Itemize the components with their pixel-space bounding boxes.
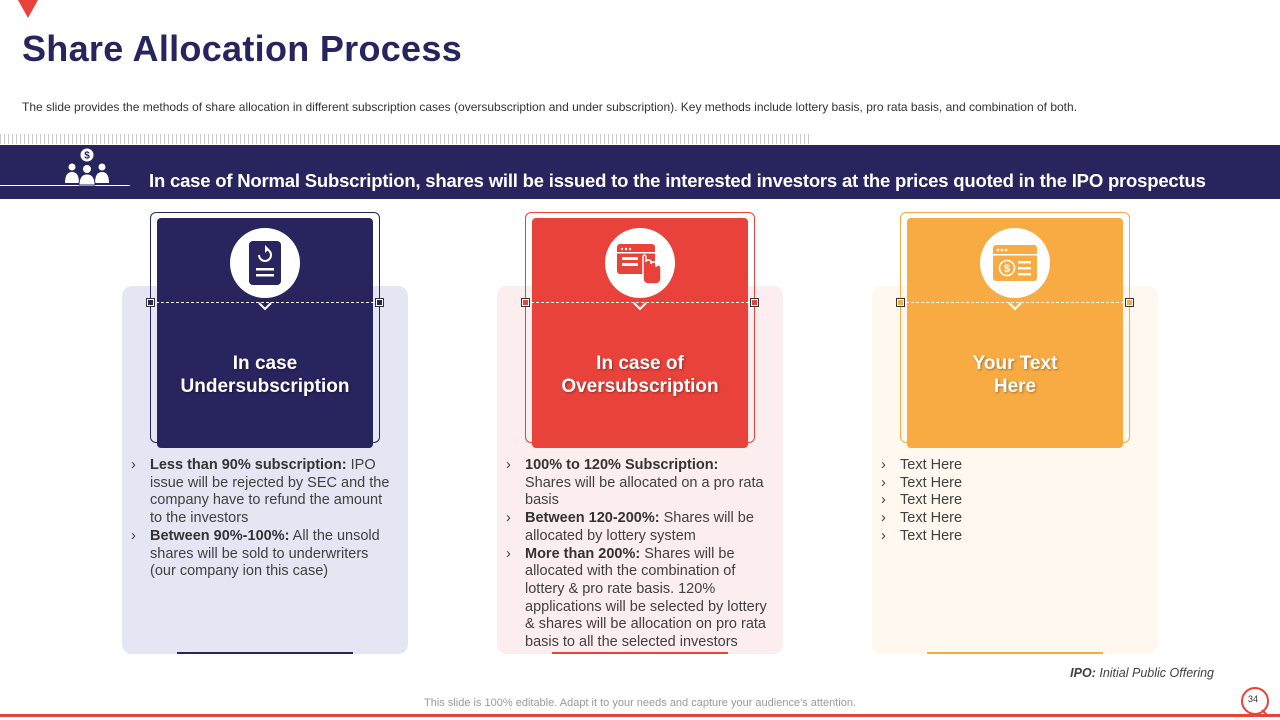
bullet-bold: Between 90%-100%: [150,527,290,544]
card-bottom-bar [927,652,1103,654]
column-title-line1: In case of [596,353,684,374]
icon-circle [980,228,1050,298]
icon-circle [605,228,675,298]
bullet-arrow-icon: › [881,457,886,473]
banner-text: In case of Normal Subscription, shares will be issued to the interested investors at the prices quoted in the IPO prospectus [149,170,1206,191]
handle-square [1125,298,1134,307]
list-item [881,457,1143,475]
list-item [881,528,1143,546]
bullet-text: All the unsold shares will be sold to underwriters (our company ion this case) [150,527,380,580]
handle-square [521,298,530,307]
handle-square [375,298,384,307]
bullet-arrow-icon: › [881,510,886,527]
bullet-arrow-icon: › [506,510,511,527]
bullet-text: Shares will be allocated on a pro rata basis [525,474,764,509]
bullet-arrow-icon: › [506,545,511,562]
bullet-list-oversubscription [506,457,768,652]
bullet-list-your-text [881,457,1143,546]
bullet-arrow-icon: › [881,492,886,509]
column-title [532,352,748,398]
list-item [506,546,768,652]
bullet-list-undersubscription [131,457,393,581]
column-title-line1: In case [232,353,298,374]
corner-triangle-decoration [18,0,38,18]
header-undersubscription [157,218,373,448]
page-number: 34 [1247,694,1258,704]
bullet-bold: More than 200%: [525,545,641,562]
bullet-text: Text Here [900,527,963,544]
normal-subscription-banner [0,145,1280,199]
bullet-arrow-icon: › [881,474,886,491]
list-item [881,475,1143,493]
bullet-bold: Less than 90% subscription: [150,457,347,473]
footnote-text: Initial Public Offering [1099,666,1214,680]
bullet-arrow-icon: › [131,457,136,473]
bullet-bold: Between 120-200%: [525,510,660,527]
list-item [881,510,1143,528]
list-item [506,510,768,545]
ipo-footnote [1070,666,1214,680]
column-title [907,352,1123,398]
bullet-arrow-icon: › [131,527,136,544]
bullet-text: Text Here [900,510,963,527]
card-bottom-bar [177,652,353,654]
bullet-bold: 100% to 120% Subscription: [525,457,719,473]
icon-circle [230,228,300,298]
bullet-text: IPO issue will be rejected by SEC and the company have to refund the amount to the investors [150,457,390,527]
bullet-arrow-icon: › [881,527,886,544]
browser-dollar-icon [990,242,1040,284]
bullet-arrow-icon: › [506,457,511,473]
page-title: Share Allocation Process [22,28,463,69]
svg-text:$: $ [1003,263,1011,275]
dashed-divider [151,302,379,303]
header-oversubscription [532,218,748,448]
column-title [157,352,373,398]
header-your-text [907,218,1123,448]
slide-description: The slide provides the methods of share allocation in different subscription cases (oversubscription and under subscription). Key methods include lottery basis, pro rata basis, and combination of both. [22,100,1078,114]
browser-click-icon [615,240,665,286]
list-item [506,457,768,510]
column-title-line2: Here [993,376,1037,397]
column-title-line1: Your Text [972,353,1058,374]
dashed-divider [526,302,754,303]
card-bottom-bar [552,652,728,654]
handle-square [896,298,905,307]
list-item [131,457,393,528]
svg-text:$: $ [84,150,90,162]
hatch-divider [0,134,812,144]
bottom-accent-line [0,714,1280,717]
footer-note: This slide is 100% editable. Adapt it to your needs and capture your audience's attention. [424,697,856,709]
list-item [881,492,1143,510]
handle-square [146,298,155,307]
bullet-text: Text Here [900,474,963,491]
bullet-text: Text Here [900,492,963,509]
document-refresh-icon [246,239,284,287]
column-title-line2: Undersubscription [180,376,350,397]
bullet-text: Shares will be allocated by lottery system [525,510,754,544]
footnote-abbr: IPO: [1070,666,1096,680]
list-item [131,528,393,581]
investors-dollar-icon [62,147,112,187]
handle-square [750,298,759,307]
column-title-line2: Oversubscription [561,376,719,397]
bullet-text: Text Here [900,457,963,473]
dashed-divider [901,302,1129,303]
bullet-text: Shares will be allocated with the combination of lottery & pro rate basis. 120% applications will be selected by lottery & shares will be allocation on pro rata basis to all the selected investors [525,545,767,651]
